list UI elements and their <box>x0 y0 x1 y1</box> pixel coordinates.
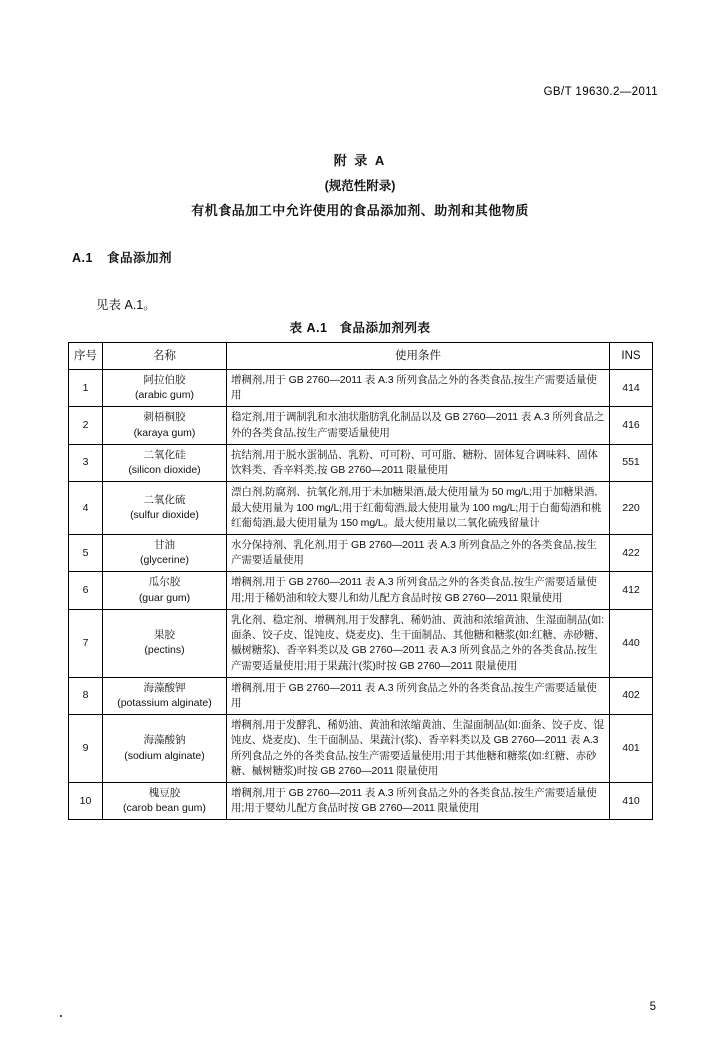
cell-name-en: (karaya gum) <box>133 426 196 439</box>
cell-name-cn: 海藻酸钾 <box>143 681 186 694</box>
column-header-condition: 使用条件 <box>227 343 610 370</box>
cell-name-en: (pectins) <box>144 644 185 657</box>
table-row <box>69 370 653 407</box>
table-row <box>69 572 653 609</box>
cell-no: 10 <box>69 783 103 820</box>
cell-name <box>103 370 227 407</box>
table-row <box>69 407 653 444</box>
table-caption <box>0 318 720 336</box>
cell-no: 8 <box>69 677 103 714</box>
cell-condition: 增稠剂,用于 GB 2760—2011 表 A.3 所列食品之外的各类食品,按生产需要适量使用;用于稀奶油和较大婴儿和幼儿配方食品时按 GB 2760—2011 限量使用 <box>227 572 610 609</box>
cell-name-en: (potassium alginate) <box>117 696 212 709</box>
cell-condition: 乳化剂、稳定剂、增稠剂,用于发酵乳、稀奶油、黄油和浓缩黄油、生湿面制品(如:面条、饺子皮、馄饨皮、烧麦皮)、生干面制品、其他糖和糖浆(如:红糖、赤砂糖、槭树糖浆)、香辛料类以及 GB 2760—2011 表 A.3 所列食品之外的各类食品,按生产需要适量使用;用于果蔬汁(浆)时按 GB 2760—2011 限量使用 <box>227 609 610 677</box>
cell-no: 5 <box>69 534 103 571</box>
cell-name-cn: 刺梧桐胶 <box>143 411 186 424</box>
column-header-name: 名称 <box>103 343 227 370</box>
cell-ins: 401 <box>610 715 653 783</box>
cell-name <box>103 482 227 535</box>
cell-name <box>103 677 227 714</box>
cell-condition: 抗结剂,用于脱水蛋制品、乳粉、可可粉、可可脂、糖粉、固体复合调味料、固体饮料类、香辛料类,按 GB 2760—2011 限量使用 <box>227 444 610 481</box>
cell-condition: 水分保持剂、乳化剂,用于 GB 2760—2011 表 A.3 所列食品之外的各类食品,按生产需要适量使用 <box>227 534 610 571</box>
column-header-no: 序号 <box>69 343 103 370</box>
cell-ins: 410 <box>610 783 653 820</box>
table-caption-number: 表 A.1 <box>289 321 328 335</box>
cell-ins: 551 <box>610 444 653 481</box>
clause-title: 食品添加剂 <box>106 251 172 265</box>
cell-no: 1 <box>69 370 103 407</box>
print-mark <box>60 1015 62 1017</box>
cell-name-en: (sodium alginate) <box>124 749 205 762</box>
cell-name-en: (arabic gum) <box>135 389 194 402</box>
table-row <box>69 609 653 677</box>
cell-name-cn: 海藻酸钠 <box>143 734 186 747</box>
clause-heading <box>72 248 172 266</box>
cell-no: 6 <box>69 572 103 609</box>
cell-ins: 416 <box>610 407 653 444</box>
cell-no: 9 <box>69 715 103 783</box>
cell-condition: 增稠剂,用于发酵乳、稀奶油、黄油和浓缩黄油、生湿面制品(如:面条、饺子皮、馄饨皮、烧麦皮)、生干面制品、果蔬汁(浆)、香辛料类以及 GB 2760—2011 表 A.3 所列食品之外的各类食品,按生产需要适量使用;用于其他糖和糖浆(如:红糖、赤砂糖、槭树糖浆)时按 GB 2760—2011 限量使用 <box>227 715 610 783</box>
table-header-row <box>69 343 653 370</box>
cell-name-en: (silicon dioxide) <box>128 464 201 477</box>
cell-condition: 增稠剂,用于 GB 2760—2011 表 A.3 所列食品之外的各类食品,按生产需要适量使用 <box>227 370 610 407</box>
annex-description: 有机食品加工中允许使用的食品添加剂、助剂和其他物质 <box>191 203 529 218</box>
table-row <box>69 783 653 820</box>
column-header-ins: INS <box>610 343 653 370</box>
cell-name <box>103 609 227 677</box>
cell-name-en: (guar gum) <box>138 591 191 604</box>
table-row <box>69 444 653 481</box>
cell-condition: 漂白剂,防腐剂、抗氧化剂,用于未加糖果酒,最大使用量为 50 mg/L;用于加糖果酒,最大使用量为 100 mg/L;用于红葡萄酒,最大使用量为 100 mg/L;用于白葡萄酒和桃红葡萄酒,最大使用量为 150 mg/L。最大使用量以二氧化硫残留量计 <box>227 482 610 535</box>
cell-name-en: (sulfur dioxide) <box>130 509 199 522</box>
cell-name-en: (carob bean gum) <box>123 802 206 815</box>
cell-name-cn: 阿拉伯胶 <box>143 374 186 386</box>
cell-name-cn: 二氧化硅 <box>143 448 186 461</box>
cell-ins: 422 <box>610 534 653 571</box>
cell-no: 2 <box>69 407 103 444</box>
cell-ins: 440 <box>610 609 653 677</box>
cell-ins: 402 <box>610 677 653 714</box>
cell-name <box>103 783 227 820</box>
cell-name-cn: 槐豆胶 <box>148 787 181 800</box>
standard-code-header: GB/T 19630.2—2011 <box>543 86 658 98</box>
page-number: 5 <box>649 1001 656 1013</box>
cell-name-cn: 瓜尔胶 <box>148 576 181 589</box>
cell-ins: 414 <box>610 370 653 407</box>
table-row <box>69 715 653 783</box>
table-row <box>69 482 653 535</box>
table-row <box>69 677 653 714</box>
cell-ins: 412 <box>610 572 653 609</box>
cell-name <box>103 444 227 481</box>
table-caption-title: 食品添加剂列表 <box>339 321 431 335</box>
annex-subtitle: (规范性附录) <box>324 179 396 193</box>
cell-condition: 增稠剂,用于 GB 2760—2011 表 A.3 所列食品之外的各类食品,按生产需要适量使用 <box>227 677 610 714</box>
table-row <box>69 534 653 571</box>
cell-no: 7 <box>69 609 103 677</box>
cell-condition: 稳定剂,用于调制乳和水油状脂肪乳化制品以及 GB 2760—2011 表 A.3 所列食品之外的各类食品,按生产需要适量使用 <box>227 407 610 444</box>
cell-no: 4 <box>69 482 103 535</box>
cell-name <box>103 534 227 571</box>
cell-no: 3 <box>69 444 103 481</box>
cell-condition: 增稠剂,用于 GB 2760—2011 表 A.3 所列食品之外的各类食品,按生产需要适量使用;用于婴幼儿配方食品时按 GB 2760—2011 限量使用 <box>227 783 610 820</box>
see-table-note: 见表 A.1。 <box>96 298 156 312</box>
cell-name-cn: 二氧化硫 <box>143 493 186 506</box>
cell-name-cn: 甘油 <box>154 538 175 551</box>
additives-table <box>68 342 653 820</box>
cell-name-en: (glycerine) <box>139 554 189 567</box>
clause-number: A.1 <box>72 251 93 265</box>
cell-name <box>103 407 227 444</box>
cell-name <box>103 715 227 783</box>
cell-name-cn: 果胶 <box>154 629 175 642</box>
annex-title: 附 录 A <box>333 153 387 168</box>
cell-ins: 220 <box>610 482 653 535</box>
cell-name <box>103 572 227 609</box>
